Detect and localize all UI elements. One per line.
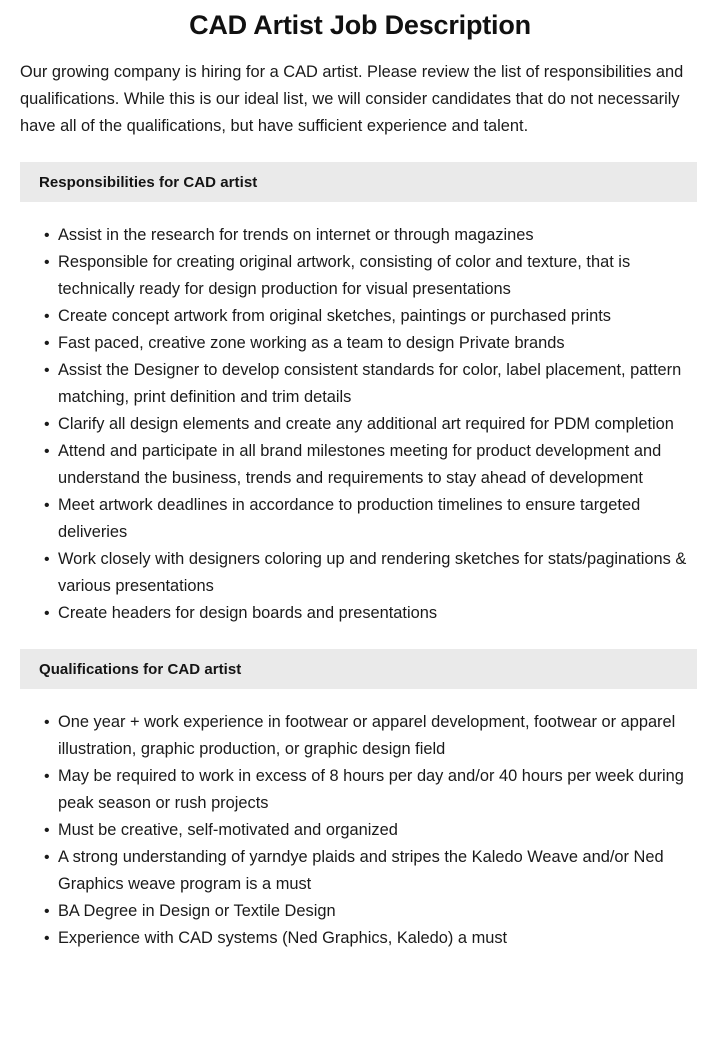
section-responsibilities [0,162,720,627]
list-item: • One year + work experience in footwear or apparel development, footwear or apparel illustration, graphic production, or graphic design field [58,709,693,763]
intro-paragraph: Our growing company is hiring for a CAD artist. Please review the list of responsibilities and qualifications. While this is our ideal list, we will consider candidates that do not necessarily have all of the qualifications, but have sufficient experience and talent. [20,63,684,135]
list-item: • Responsible for creating original artwork, consisting of color and texture, that is technically ready for design production for visual presentations [58,249,693,303]
list-item: • Create concept artwork from original sketches, paintings or purchased prints [58,303,693,330]
responsibilities-list [0,202,720,627]
list-item: • Create headers for design boards and presentations [58,600,693,627]
list-item: • Clarify all design elements and create any additional art required for PDM completion [58,411,693,438]
qualifications-list [0,689,720,952]
list-item: • Assist the Designer to develop consistent standards for color, label placement, pattern matching, print definition and trim details [58,357,693,411]
list-item: • Work closely with designers coloring up and rendering sketches for stats/paginations & various presentations [58,546,693,600]
list-item: • Must be creative, self-motivated and organized [58,817,693,844]
section-header-label: Responsibilities for CAD artist [39,173,258,191]
section-header-label: Qualifications for CAD artist [39,660,242,678]
list-item: • Experience with CAD systems (Ned Graphics, Kaledo) a must [58,925,693,952]
list-item: • A strong understanding of yarndye plaids and stripes the Kaledo Weave and/or Ned Graphics weave program is a must [58,844,693,898]
list-item: • Assist in the research for trends on internet or through magazines [58,222,693,249]
page-title: CAD Artist Job Description [189,10,531,40]
section-qualifications [0,649,720,952]
list-item: • BA Degree in Design or Textile Design [58,898,693,925]
section-header-qualifications [20,649,697,689]
list-item: • Attend and participate in all brand milestones meeting for product development and understand the business, trends and requirements to stay ahead of development [58,438,693,492]
list-item: • Meet artwork deadlines in accordance to production timelines to ensure targeted deliveries [58,492,693,546]
list-item: • May be required to work in excess of 8 hours per day and/or 40 hours per week during peak season or rush projects [58,763,693,817]
section-header-responsibilities [20,162,697,202]
list-item: • Fast paced, creative zone working as a team to design Private brands [58,330,693,357]
